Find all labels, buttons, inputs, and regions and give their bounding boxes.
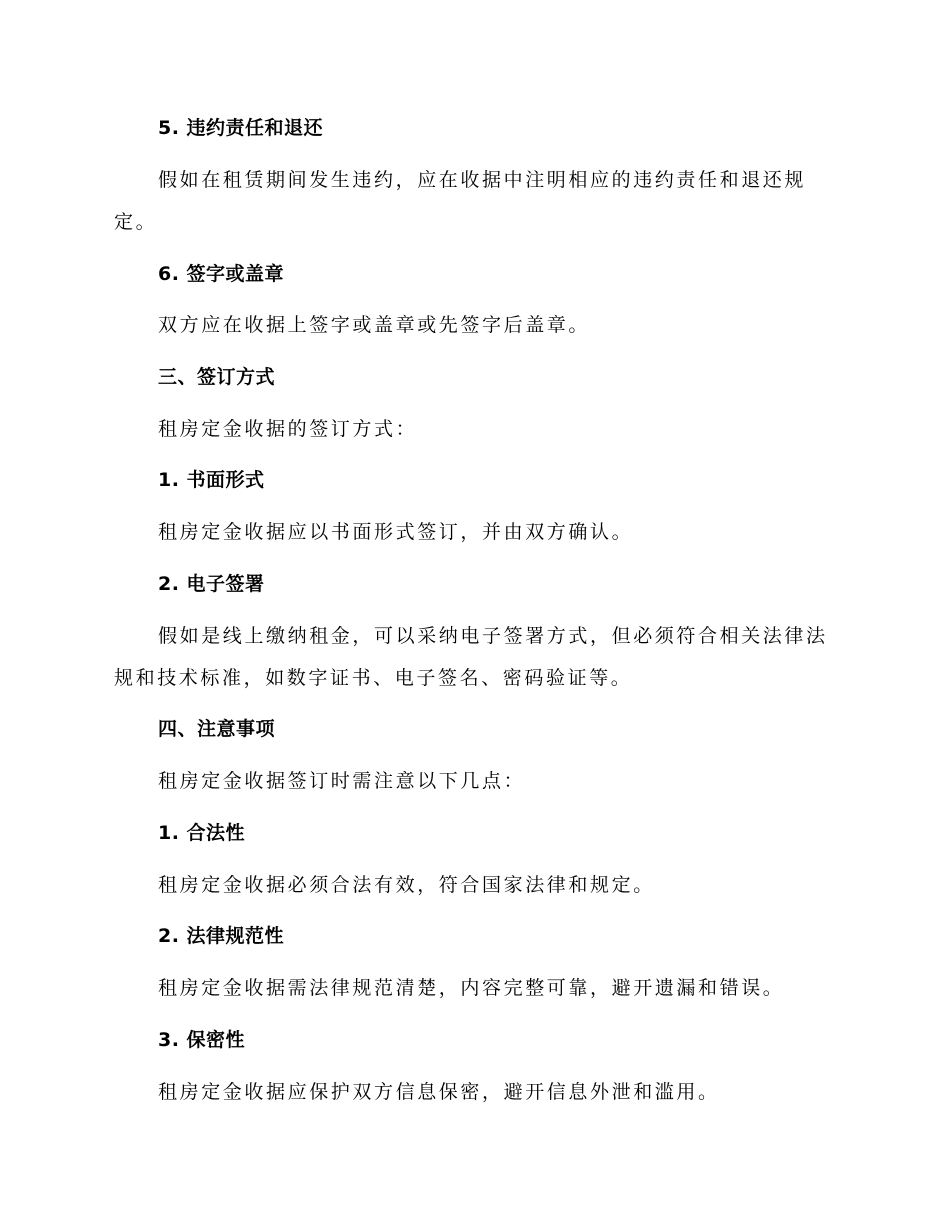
- section-heading-confidentiality: 3. 保密性: [158, 1029, 246, 1051]
- paragraph-written-form: 租房定金收据应以书面形式签订，并由双方确认。: [158, 521, 634, 543]
- section-heading-written-form: 1. 书面形式: [158, 469, 265, 491]
- paragraph-breach-line-2: 定。: [114, 211, 158, 233]
- section-heading-legal-norms: 2. 法律规范性: [158, 925, 285, 947]
- paragraph-sign-seal: 双方应在收据上签字或盖章或先签字后盖章。: [158, 314, 591, 336]
- paragraph-confidentiality: 租房定金收据应保护双方信息保密，避开信息外泄和滥用。: [158, 1081, 720, 1103]
- section-heading-legality: 1. 合法性: [158, 822, 246, 844]
- paragraph-signing-method-intro: 租房定金收据的签订方式：: [158, 418, 418, 440]
- paragraph-legal-norms: 租房定金收据需法律规范清楚，内容完整可靠，避开遗漏和错误。: [158, 977, 785, 999]
- paragraph-legality: 租房定金收据必须合法有效，符合国家法律和规定。: [158, 874, 655, 896]
- paragraph-electronic-line-2: 规和技术标准，如数字证书、电子签名、密码验证等。: [114, 667, 633, 689]
- chapter-heading-signing-method: 三、签订方式: [158, 366, 276, 388]
- section-heading-electronic-signing: 2. 电子签署: [158, 573, 265, 595]
- section-heading-breach-liability: 5. 违约责任和退还: [158, 117, 324, 139]
- chapter-heading-notes: 四、注意事项: [158, 718, 276, 740]
- paragraph-breach-line-1: 假如在租赁期间发生违约，应在收据中注明相应的违约责任和退还规: [158, 169, 807, 191]
- paragraph-electronic-line-1: 假如是线上缴纳租金，可以采纳电子签署方式，但必须符合相关法律法: [158, 625, 828, 647]
- section-heading-sign-seal: 6. 签字或盖章: [158, 263, 285, 285]
- paragraph-notes-intro: 租房定金收据签订时需注意以下几点：: [158, 770, 526, 792]
